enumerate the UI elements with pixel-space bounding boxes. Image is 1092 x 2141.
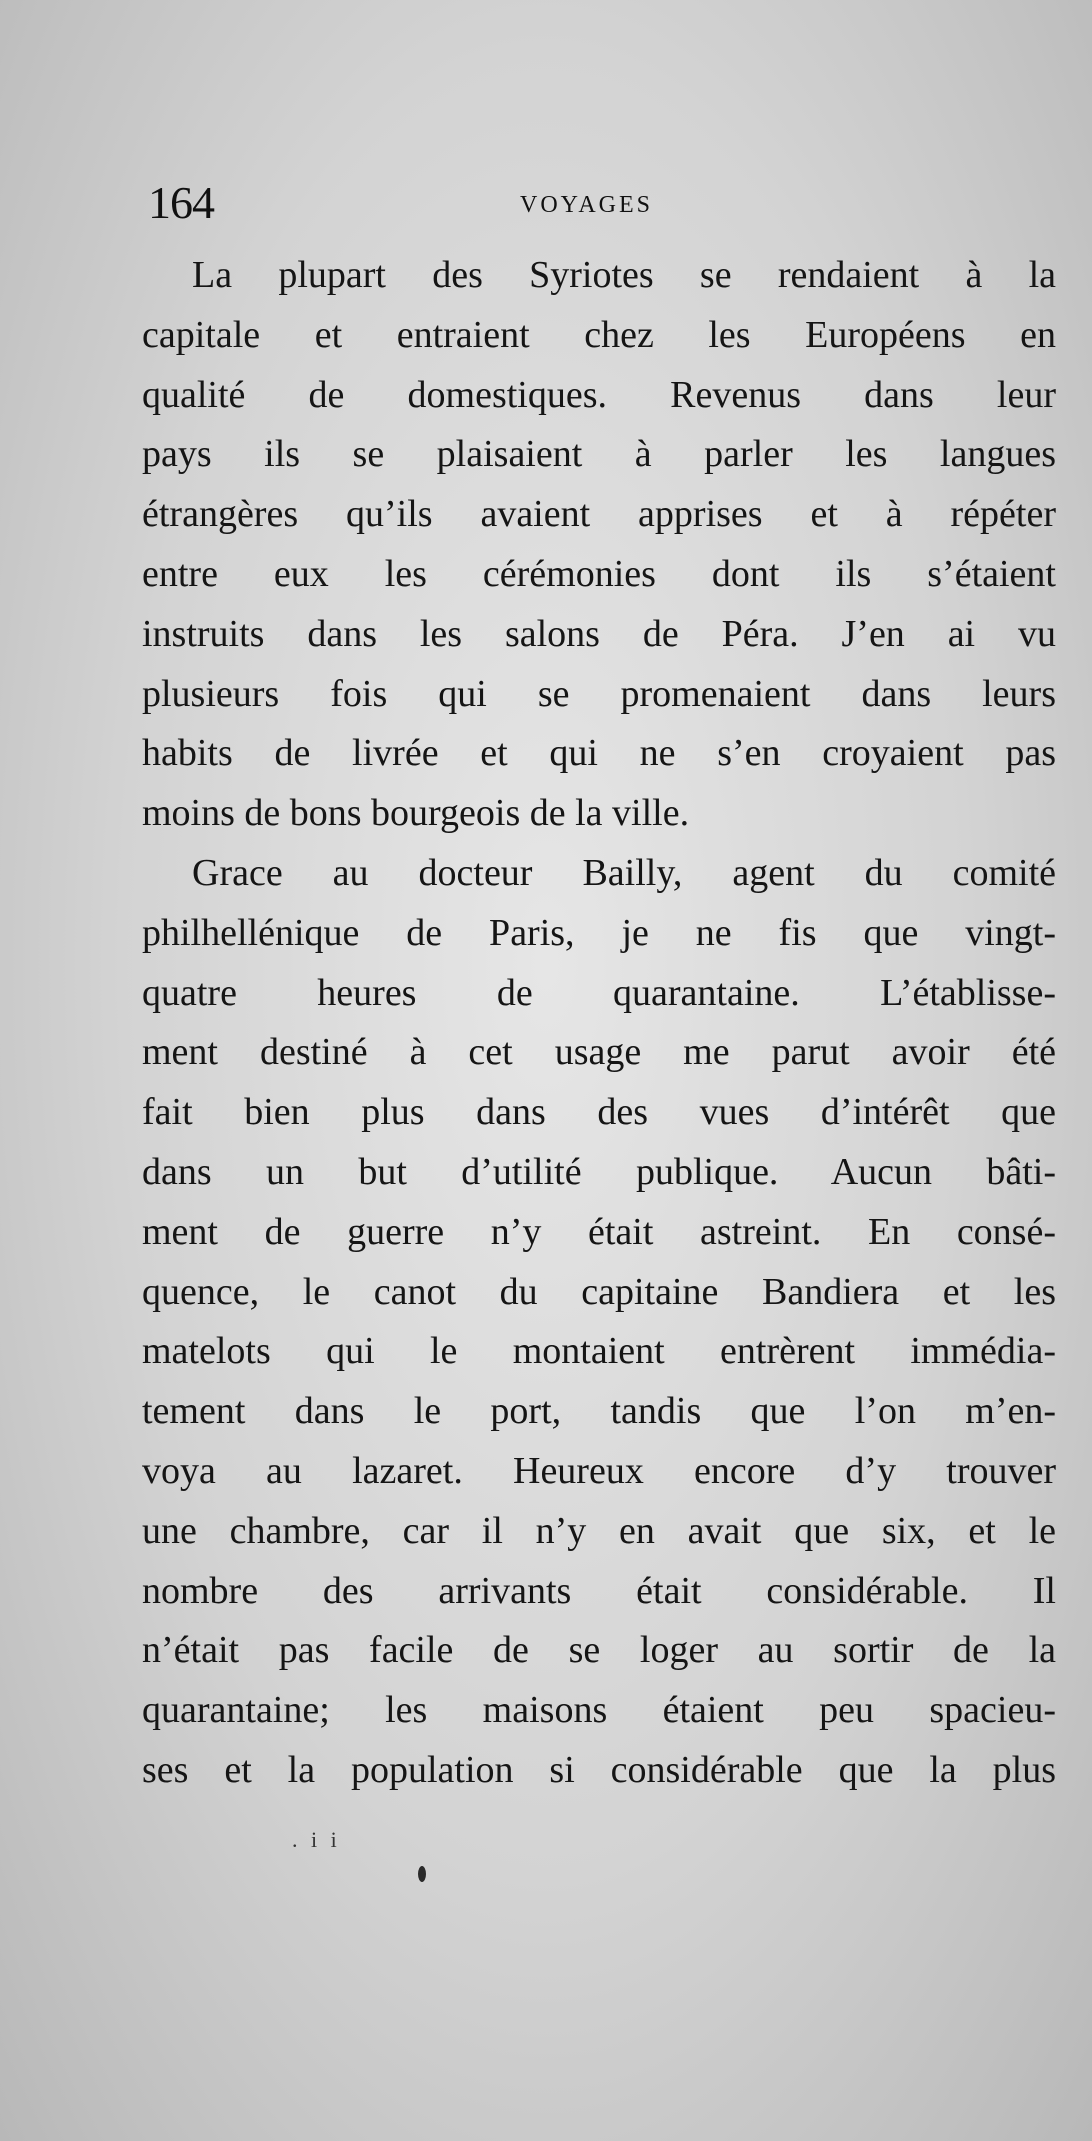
text-line: La plupart des Syriotes se rendaient à la xyxy=(192,254,1056,296)
text-line: plusieurs fois qui se promenaient dans leurs xyxy=(142,672,1056,715)
text-line: tement dans le port, tandis que l’on m’en- xyxy=(142,1390,1056,1433)
text-line: instruits dans les salons de Péra. J’en ai vu xyxy=(142,612,1056,655)
text-line: ment de guerre n’y était astreint. En consé- xyxy=(142,1210,1056,1253)
text-line: quarantaine; les maisons étaient peu spacieu- xyxy=(142,1689,1056,1732)
text-line: fait bien plus dans des vues d’intérêt que xyxy=(142,1091,1056,1134)
page-number: 164 xyxy=(148,177,214,228)
text-line: quatre heures de quarantaine. L’établisse- xyxy=(142,971,1056,1014)
text-line: voya au lazaret. Heureux encore d’y trouver xyxy=(142,1449,1056,1492)
text-line: pays ils se plaisaient à parler les langues xyxy=(142,433,1056,476)
text-line: moins de bons bourgeois de la ville. xyxy=(142,792,690,835)
text-line: habits de livrée et qui ne s’en croyaient pas xyxy=(142,732,1056,775)
text-line: quence, le canot du capitaine Bandiera et les xyxy=(142,1270,1056,1313)
text-line: entre eux les cérémonies dont ils s’étaient xyxy=(142,552,1056,595)
text-line: capitale et entraient chez les Européens en xyxy=(142,313,1056,356)
ink-smudge xyxy=(418,1866,426,1882)
text-line: dans un but d’utilité publique. Aucun bâti- xyxy=(142,1150,1056,1193)
text-line: ses et la population si considérable que la plus xyxy=(142,1748,1056,1791)
text-line: nombre des arrivants était considérable. Il xyxy=(142,1569,1056,1612)
text-line: ment destiné à cet usage me parut avoir été xyxy=(142,1031,1056,1074)
text-line: Grace au docteur Bailly, agent du comité xyxy=(192,851,1056,894)
text-line: philhellénique de Paris, je ne fis que vingt- xyxy=(142,911,1056,954)
text-line: une chambre, car il n’y en avait que six, et le xyxy=(142,1509,1056,1552)
text-line: matelots qui le montaient entrèrent immédia- xyxy=(142,1330,1056,1373)
text-line: qualité de domestiques. Revenus dans leur xyxy=(142,373,1056,416)
page-header xyxy=(148,176,1048,236)
body-text xyxy=(142,246,1056,1801)
running-head: VOYAGES xyxy=(520,192,654,218)
text-line: n’était pas facile de se loger au sortir de la xyxy=(142,1629,1056,1672)
signature-marks: . i i xyxy=(292,1827,341,1852)
text-line: étrangères qu’ils avaient apprises et à répéter xyxy=(142,493,1056,536)
